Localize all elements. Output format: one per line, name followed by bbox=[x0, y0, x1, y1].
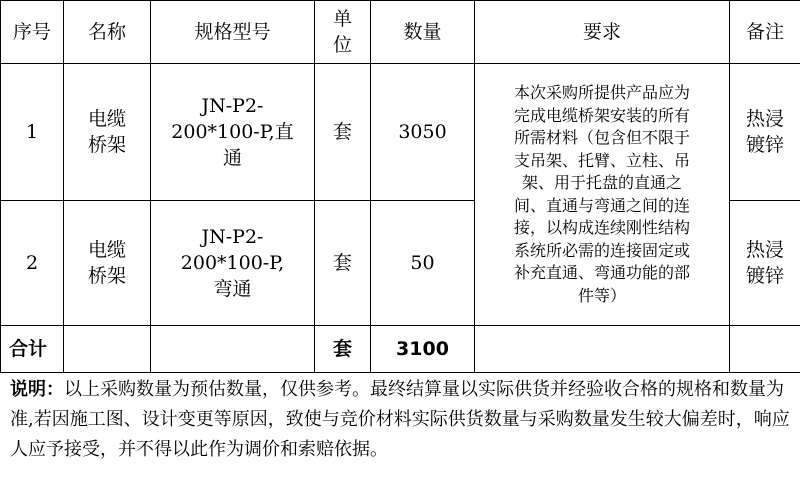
row1-spec-line3: 通 bbox=[222, 147, 242, 169]
row2-name bbox=[64, 201, 151, 326]
req-line: 完成电缆桥架安装的所有 bbox=[513, 105, 690, 125]
header-unit-line1: 单 bbox=[332, 8, 352, 30]
row2-remark-line2: 镀锌 bbox=[745, 265, 784, 287]
row1-name bbox=[64, 64, 151, 201]
row2-spec-line3: 弯通 bbox=[213, 278, 252, 300]
row2-name-line2: 桥架 bbox=[87, 265, 126, 287]
total-empty-spec bbox=[151, 326, 315, 373]
total-empty-req bbox=[475, 326, 730, 373]
header-row bbox=[1, 1, 800, 64]
req-line: 接，以构成连续刚性结构 bbox=[513, 218, 690, 237]
row2-name-line1: 电缆 bbox=[87, 239, 126, 261]
row2-spec-line1: JN-P2- bbox=[201, 226, 264, 248]
req-line: 件等） bbox=[577, 285, 626, 305]
header-qty: 数量 bbox=[371, 1, 475, 64]
header-unit-line2: 位 bbox=[332, 34, 352, 56]
header-req: 要求 bbox=[475, 1, 730, 64]
req-line: 间、直通与弯通之间的连 bbox=[513, 195, 690, 215]
row1-name-line2: 桥架 bbox=[87, 134, 126, 156]
row1-seq: 1 bbox=[1, 64, 64, 201]
row1-spec bbox=[151, 64, 315, 201]
row1-remark-line1: 热浸 bbox=[745, 108, 784, 130]
req-line: 本次采购所提供产品应为 bbox=[513, 83, 690, 102]
req-line: 所需材料（包含但不限于 bbox=[513, 128, 690, 147]
header-name: 名称 bbox=[64, 1, 151, 64]
row1-spec-line1: JN-P2- bbox=[201, 95, 264, 117]
row2-spec bbox=[151, 201, 315, 326]
row1-unit: 套 bbox=[315, 64, 371, 201]
row2-unit: 套 bbox=[315, 201, 371, 326]
total-row bbox=[1, 326, 800, 373]
total-qty: 3100 bbox=[371, 326, 475, 373]
row1-remark bbox=[730, 64, 800, 201]
note-paragraph bbox=[0, 369, 800, 494]
row2-qty: 50 bbox=[371, 201, 475, 326]
note-text: 以上采购数量为预估数量，仅供参考。最终结算量以实际供货并经验收合格的规格和数量为准,若因施工图、设计变更等原因，致使与竞价材料实际供货数量与采购数量发生较大偏差时，响应人应予接受，并不得以此作为调价和索赔依据。 bbox=[10, 379, 790, 460]
total-empty-remark bbox=[730, 326, 800, 373]
note-lead: 说明： bbox=[10, 379, 64, 400]
total-unit: 套 bbox=[315, 326, 371, 373]
row2-seq: 2 bbox=[1, 201, 64, 326]
total-label: 合计 bbox=[1, 326, 64, 373]
row1-remark-line2: 镀锌 bbox=[745, 134, 784, 156]
total-empty-name bbox=[64, 326, 151, 373]
req-line: 补充直通、弯通功能的部 bbox=[513, 263, 690, 282]
row1-spec-line2: 200*100-P,直 bbox=[171, 121, 294, 143]
row1-qty: 3050 bbox=[371, 64, 475, 201]
row2-remark-line1: 热浸 bbox=[745, 239, 784, 261]
req-line: 架、用于托盘的直通之 bbox=[521, 173, 682, 192]
table-row bbox=[1, 64, 800, 201]
header-spec: 规格型号 bbox=[151, 1, 315, 64]
header-remark: 备注 bbox=[730, 1, 800, 64]
req-line: 系统所必需的连接固定或 bbox=[513, 240, 690, 260]
header-seq: 序号 bbox=[1, 1, 64, 64]
row1-name-line1: 电缆 bbox=[87, 108, 126, 130]
row2-remark bbox=[730, 201, 800, 326]
req-line: 支吊架、托臂、立柱、吊 bbox=[513, 150, 690, 170]
row2-spec-line2: 200*100-P, bbox=[180, 252, 285, 274]
header-unit bbox=[315, 1, 371, 64]
requirement-cell bbox=[475, 64, 730, 326]
